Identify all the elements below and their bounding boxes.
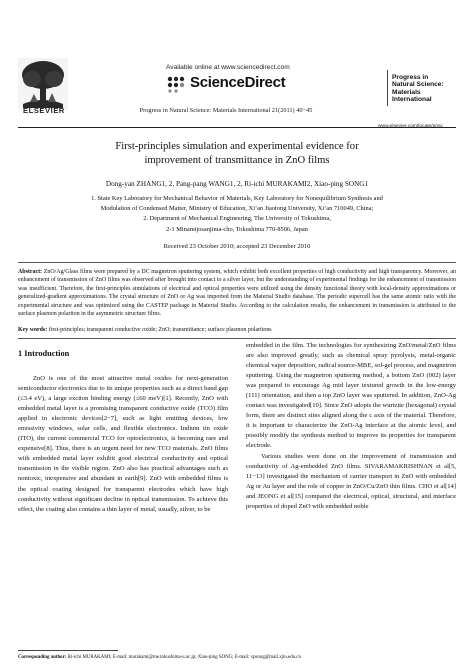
- affiliation-line: Modulation of Condensed Matter, Ministry of Education, Xi’an Jiaotong University, Xi’an 710049, China;: [100, 205, 374, 213]
- keywords-text: first-principles; transparent conductive oxide; ZnO; transmittance; surface plasmon polaritons: [48, 327, 272, 333]
- abstract-text: ZnO/Ag/Glass films were prepared by a DC magnetron sputtering system, which exhibit both excellent properties of high conductivity and high transparency. Moreover, an enhancement of transmission of ZnO films was observed after brought into contact to a silver layer, but the understanding of experimental findings for the enhancement of transmission was insufficient. Therefore, the first-principles simulations of electrical and optical properties were utilized using the density functional theory with local-density approximations or generalized-gradient approximations. The crystal structure of ZnO or Ag was imported from the Material Studio database. The periodic supercell has the same atomic ratio with the experimental structure and was optimized using the CASTEP package in Material Studio. According to the calculation results, the enhancement in transmission is attributed to the surface plasmon polariton in the asymmetric structure films.: [18, 269, 457, 318]
- footnote-text: Ri-ichi MURAKAMI; E-mail: murakami@me.tokushima-u.ac.jp; Xiao-ping SONG; E-mail: xpsong@mail.xjtu.edu.cn: [67, 655, 301, 660]
- journal-title-block: [387, 70, 445, 128]
- paper-title: [40, 140, 434, 168]
- body-paragraph: Various studies were done on the improvement of transmission and conductivity of Ag-embedded ZnO films. SIVARAMAKRISHNAN et al[5, 11−13] investigated the mechanism of carrier transport in ZnO with embedded Ag or Au layer and the role of copper in ZnO/Cu/ZnO thin films. CHO et al[14] and JEONG et al[15] compared the electrical, optical, structural, and interface properties of doped ZnO with embedded noble: [246, 452, 456, 510]
- footnote: [18, 655, 456, 660]
- available-online-text: Available online at www.sciencedirect.com: [166, 64, 290, 71]
- right-column: [246, 341, 456, 512]
- body-paragraph: ZnO is one of the most attractive metal oxides for next-generation semiconductor electronics due to its unique properties such as a direct band gap (≤3.4 eV), a large exciton binding energy (≤60 meV)[1]. Recently, ZnO with embedded metal layer is a promising transparent conductive oxide (TCO) film applied in electronic devices[2−7], such as light emitting devices, low emissivity windows, solar cells, and flexible electronics. Indium tin oxide (ITO), the current commercial TCO for optoelectronics, is becoming rare and expensive[8]. Thus, there is an urgent need for new TCO materials. ZnO films with embedded metal layer exhibit good electrical conductivity and optical transmission in the visible region. ZnO also has practical advantages such as nontoxic, inexpensive and abundant in earth[9]. ZnO with embedded films is the optical coating designed for transparent electrodes which have high conductivity without significant decline in optical transmission. To achieve this effect, the coating also contains a thin layer of metal, usually, silver, to be: [18, 375, 228, 513]
- paper-title-line: First-principles simulation and experimental evidence for: [115, 141, 359, 152]
- author-list: Dong-yan ZHANG1, 2, Pang-pang WANG1, 2, Ri-ichi MURAKAMI2, Xiao-ping SONG1: [105, 180, 369, 188]
- journal-title-divider: [387, 70, 388, 106]
- keywords: [18, 327, 456, 333]
- journal-citation: Progress in Natural Science: Materials International 21(2011) 40−45: [139, 107, 313, 114]
- journal-title-line: International: [392, 96, 432, 104]
- abstract: [18, 268, 456, 318]
- journal-title-line: Progress in: [392, 74, 429, 81]
- body-paragraph: embedded in the film. The technologies for synthesizing ZnO/metal/ZnO films are also improved greatly, such as chemical spray pyrolysis, metal-organic chemical vapor deposition, radical source-MBE, sol-gel process, and magnetron sputtering. Using the magnetron sputtering method, a bottom ZnO (002) layer was prepared to encourage Ag mid layer textured growth in the low-energy (111) orientation, and then a top ZnO layer was sputtered. In addition, ZnO-Ag contact was investigated[10]. Since ZnO adopts the wurtzite (hexagonal) crystal form, there are distinct sites aligned along the c axis of the material. Therefore, it is important to characterize the ZnO-Ag interface at the atomic level, and possibly modify the synthesis method to improve its properties for transparent electrode.: [246, 342, 456, 450]
- journal-title-line: Natural Science:: [392, 81, 444, 89]
- journal-title: [392, 74, 448, 104]
- left-column: [18, 374, 228, 515]
- paper-title-line: improvement of transmittance in ZnO films: [144, 155, 330, 166]
- elsevier-tree-logo: [18, 58, 68, 110]
- affiliations: [30, 194, 444, 235]
- publisher-name: ELSEVIER: [23, 106, 65, 115]
- affiliation-line: 2. Department of Mechanical Engineering, The University of Tokushima,: [143, 215, 331, 223]
- footnote-label: Corresponding author:: [18, 655, 67, 660]
- keywords-label: Key words:: [18, 327, 48, 333]
- section-heading: 1 Introduction: [18, 349, 70, 358]
- sciencedirect-logo-icon: [166, 75, 188, 93]
- affiliation-line: 2-1 Minamijosanjima-cho, Tokushima 770-8506, Japan: [166, 225, 308, 233]
- abstract-bottom-rule: [18, 338, 456, 339]
- received-dates: Received 23 October 2010; accepted 23 December 2010: [163, 243, 311, 250]
- journal-title-line: Materials: [392, 88, 421, 96]
- abstract-top-rule: [18, 262, 456, 263]
- affiliation-line: 1. State Key Laboratory for Mechanical Behavior of Materials, Key Laboratory for Nonequilibrium Synthesis and: [91, 195, 383, 202]
- abstract-label: Abstract:: [18, 269, 43, 275]
- footnote-rule: [18, 650, 118, 651]
- platform-name: ScienceDirect: [190, 74, 286, 91]
- header-rule: [18, 127, 456, 128]
